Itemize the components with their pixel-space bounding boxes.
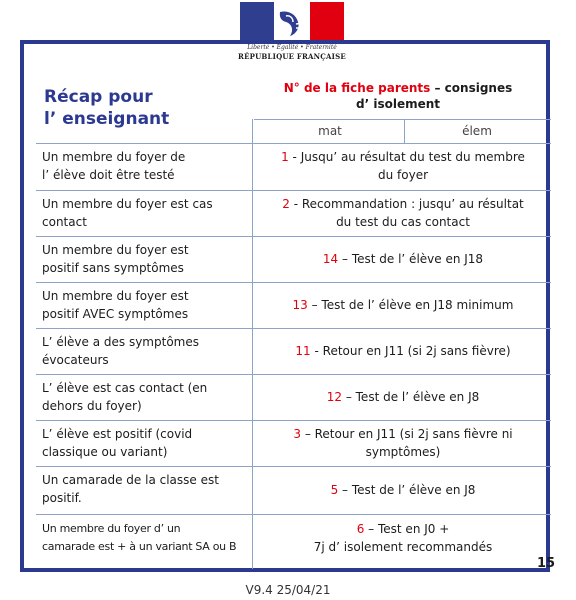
fiche-number-label: N° de la fiche parents <box>283 81 431 95</box>
row-divider <box>36 190 551 191</box>
row-6-situation: L’ élève est cas contact (en dehors du foyer) <box>42 381 208 413</box>
row-5-situation: L’ élève a des symptômes évocateurs <box>42 335 199 367</box>
subcolumn-divider <box>404 119 405 143</box>
row-9-situation: Un membre du foyer d’ un camarade est + à un variant SA ou B <box>42 522 237 553</box>
version-date: V9.4 25/04/21 <box>245 583 331 597</box>
column-header-elem: élem <box>462 124 492 138</box>
row-4-situation: Un membre du foyer est positif AVEC symptômes <box>42 289 189 321</box>
row-7-consigne: 3 – Retour en J11 (si 2j sans fièvre ni symptômes) <box>293 427 513 459</box>
row-6-consigne: 12 – Test de l’ élève en J8 <box>326 390 480 404</box>
marianne-icon <box>270 8 314 38</box>
row-divider <box>36 514 551 515</box>
row-9-consigne: 6 – Test en J0 + 7j d’ isolement recommandés <box>313 522 493 554</box>
row-3-consigne: 14 – Test de l’ élève en J18 <box>322 252 484 266</box>
logo-motto: Liberté • Égalité • Fraternité <box>247 44 337 51</box>
row-8-consigne: 5 – Test de l’ élève en J8 <box>330 483 476 497</box>
row-1-consigne: 1 - Jusqu’ au résultat du test du membre du foyer <box>281 150 525 182</box>
row-divider <box>36 236 551 237</box>
row-divider <box>36 328 551 329</box>
row-divider <box>36 143 551 144</box>
row-1-situation: Un membre du foyer de l’ élève doit être testé <box>42 150 186 182</box>
row-8-situation: Un camarade de la classe est positif. <box>42 473 219 505</box>
column-divider <box>252 119 253 569</box>
french-flag <box>240 2 344 42</box>
logo-republic: RÉPUBLIQUE FRANÇAISE <box>238 52 346 61</box>
row-2-situation: Un membre du foyer est cas contact <box>42 197 213 229</box>
row-5-consigne: 11 - Retour en J11 (si 2j sans fièvre) <box>295 344 511 358</box>
row-7-situation: L’ élève est positif (covid classique ou variant) <box>42 427 193 459</box>
row-divider <box>36 420 551 421</box>
row-divider <box>36 282 551 283</box>
row-4-consigne: 13 – Test de l’ élève en J18 minimum <box>292 298 514 312</box>
fiche-header: N° de la fiche parents – consignes d’ isolement <box>283 81 513 111</box>
page-number: 15 <box>537 556 556 571</box>
row-divider <box>36 466 551 467</box>
row-2-consigne: 2 - Recommandation : jusqu’ au résultat du test du cas contact <box>282 197 524 229</box>
row-divider <box>254 119 551 120</box>
row-3-situation: Un membre du foyer est positif sans symptômes <box>42 243 189 275</box>
column-header-mat: mat <box>318 124 342 138</box>
row-divider <box>36 374 551 375</box>
recap-title: Récap pour l’ enseignant <box>44 87 170 129</box>
